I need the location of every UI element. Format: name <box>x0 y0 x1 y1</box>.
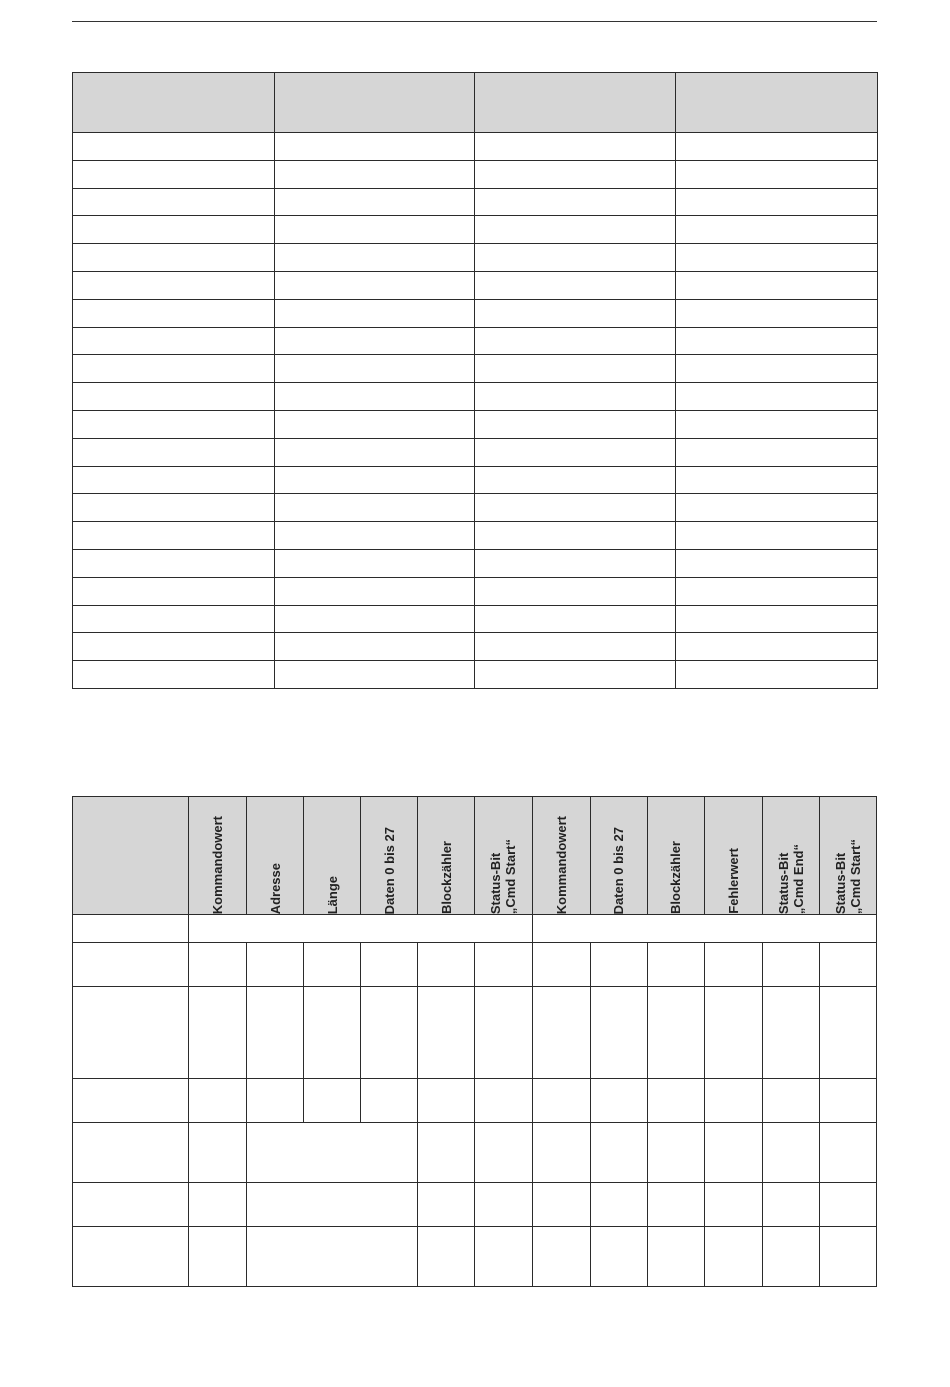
table-cell <box>532 943 590 987</box>
table-cell <box>704 987 762 1079</box>
table-cell <box>475 133 676 161</box>
table-row <box>73 466 878 494</box>
table-cell <box>532 915 876 943</box>
table-cell <box>475 271 676 299</box>
table-cell <box>819 987 876 1079</box>
table-cell <box>676 522 878 550</box>
table-cell <box>475 633 676 661</box>
table-row <box>73 577 878 605</box>
table-cell <box>676 494 878 522</box>
table-cell <box>762 987 819 1079</box>
column-header <box>189 797 247 915</box>
table-cell <box>275 216 475 244</box>
table-cell <box>475 160 676 188</box>
table-cell <box>304 987 361 1079</box>
table-cell <box>418 1227 475 1287</box>
table-cell <box>275 605 475 633</box>
table-cell <box>647 1183 704 1227</box>
table-cell <box>275 494 475 522</box>
table-cell <box>275 271 475 299</box>
column-header <box>361 797 418 915</box>
table-cell <box>704 1079 762 1123</box>
table-cell <box>73 494 275 522</box>
table-cell <box>676 438 878 466</box>
table-cell <box>475 1183 532 1227</box>
table-cell <box>762 1079 819 1123</box>
table-row <box>73 188 878 216</box>
column-header-label: Fehlerwert <box>725 848 741 914</box>
table-cell <box>73 1183 189 1227</box>
table-cell <box>475 522 676 550</box>
table-cell <box>73 355 275 383</box>
table-cell <box>73 943 189 987</box>
table-cell <box>676 216 878 244</box>
table-cell <box>819 943 876 987</box>
table-cell <box>73 633 275 661</box>
table-cell <box>475 661 676 689</box>
table-cell <box>676 633 878 661</box>
table-cell <box>189 1079 247 1123</box>
table-cell <box>475 943 532 987</box>
table-cell <box>676 661 878 689</box>
table-cell <box>676 133 878 161</box>
table-row <box>73 216 878 244</box>
table-cell <box>704 1227 762 1287</box>
column-header-label: Länge <box>324 875 340 914</box>
column-header <box>475 797 532 915</box>
column-header-label: Adresse <box>267 862 283 914</box>
table-cell <box>418 1183 475 1227</box>
table-row <box>73 661 878 689</box>
table-cell <box>247 1079 304 1123</box>
table-cell <box>73 438 275 466</box>
column-header <box>819 797 876 915</box>
table-1 <box>72 72 878 689</box>
table-cell <box>73 410 275 438</box>
table-cell <box>676 327 878 355</box>
table-cell <box>275 466 475 494</box>
table-cell <box>275 160 475 188</box>
table-cell <box>475 410 676 438</box>
table-1-header-cell <box>275 73 475 133</box>
table-2-header-cell <box>73 797 189 915</box>
table-cell <box>475 355 676 383</box>
table-cell <box>475 466 676 494</box>
table-cell <box>73 188 275 216</box>
table-cell <box>532 1183 590 1227</box>
column-header-label: Status-Bit „Cmd Start“ <box>488 838 519 914</box>
table-cell <box>762 1183 819 1227</box>
table-cell <box>275 661 475 689</box>
table-row <box>73 133 878 161</box>
table-row <box>73 633 878 661</box>
table-cell <box>275 633 475 661</box>
table-cell <box>275 522 475 550</box>
table-cell <box>475 549 676 577</box>
table-cell <box>304 943 361 987</box>
column-header-label: Status-Bit „Cmd End“ <box>775 843 806 914</box>
table-cell <box>247 1123 418 1183</box>
table-row <box>73 1227 877 1287</box>
table-row <box>73 160 878 188</box>
table-cell <box>819 1079 876 1123</box>
table-cell <box>647 1227 704 1287</box>
table-cell <box>647 1123 704 1183</box>
table-row <box>73 410 878 438</box>
table-cell <box>590 987 647 1079</box>
table-cell <box>676 355 878 383</box>
table-cell <box>762 943 819 987</box>
table-row <box>73 943 877 987</box>
table-cell <box>73 987 189 1079</box>
table-cell <box>361 987 418 1079</box>
table-cell <box>73 1227 189 1287</box>
table-cell <box>676 271 878 299</box>
table-2-header-row <box>73 797 877 915</box>
table-cell <box>704 1183 762 1227</box>
table-row <box>73 271 878 299</box>
table-cell <box>247 1183 418 1227</box>
table-cell <box>475 383 676 411</box>
table-cell <box>676 299 878 327</box>
table-cell <box>475 1227 532 1287</box>
table-cell <box>189 1123 247 1183</box>
table-cell <box>189 1183 247 1227</box>
table-cell <box>676 466 878 494</box>
table-cell <box>275 244 475 272</box>
table-cell <box>418 1123 475 1183</box>
table-cell <box>475 605 676 633</box>
table-cell <box>73 383 275 411</box>
column-header-label: Daten 0 bis 27 <box>611 826 627 914</box>
table-row <box>73 1183 877 1227</box>
table-cell <box>73 549 275 577</box>
table-cell <box>647 943 704 987</box>
table-cell <box>418 943 475 987</box>
table-cell <box>275 188 475 216</box>
table-row <box>73 383 878 411</box>
table-row <box>73 327 878 355</box>
table-cell <box>247 1227 418 1287</box>
table-cell <box>676 160 878 188</box>
table-cell <box>73 244 275 272</box>
table-cell <box>275 327 475 355</box>
column-header <box>532 797 590 915</box>
table-cell <box>247 943 304 987</box>
table-cell <box>647 1079 704 1123</box>
table-row <box>73 605 878 633</box>
table-cell <box>676 577 878 605</box>
table-cell <box>532 1079 590 1123</box>
table-cell <box>475 1123 532 1183</box>
table-cell <box>475 1079 532 1123</box>
table-cell <box>590 1227 647 1287</box>
column-header-label: Status-Bit „Cmd Start“ <box>832 838 863 914</box>
table-cell <box>361 943 418 987</box>
table-cell <box>590 1123 647 1183</box>
table-cell <box>73 577 275 605</box>
table-row <box>73 549 878 577</box>
table-cell <box>418 987 475 1079</box>
column-header-label: Kommandowert <box>553 815 569 914</box>
table-cell <box>275 438 475 466</box>
table-cell <box>676 605 878 633</box>
table-cell <box>275 299 475 327</box>
column-header <box>247 797 304 915</box>
table-cell <box>647 987 704 1079</box>
table-cell <box>73 271 275 299</box>
table-cell <box>762 1227 819 1287</box>
column-header <box>304 797 361 915</box>
page-header-rule <box>72 21 877 22</box>
table-cell <box>532 1123 590 1183</box>
table-cell <box>247 987 304 1079</box>
table-cell <box>304 1079 361 1123</box>
column-header-label: Kommandowert <box>210 815 226 914</box>
table-cell <box>73 661 275 689</box>
table-cell <box>73 466 275 494</box>
table-1-header-cell <box>676 73 878 133</box>
table-row <box>73 1079 877 1123</box>
table-cell <box>275 355 475 383</box>
table-1-header-row <box>73 73 878 133</box>
table-cell <box>475 216 676 244</box>
table-cell <box>475 327 676 355</box>
column-header <box>590 797 647 915</box>
column-header <box>762 797 819 915</box>
table-cell <box>73 327 275 355</box>
table-cell <box>819 1123 876 1183</box>
table-row <box>73 522 878 550</box>
table-cell <box>73 1079 189 1123</box>
table-row <box>73 438 878 466</box>
table-cell <box>475 577 676 605</box>
table-cell <box>73 915 189 943</box>
table-cell <box>819 1227 876 1287</box>
table-cell <box>532 987 590 1079</box>
table-cell <box>676 383 878 411</box>
table-cell <box>275 383 475 411</box>
table-cell <box>704 943 762 987</box>
table-1-header-cell <box>475 73 676 133</box>
table-cell <box>189 943 247 987</box>
table-row <box>73 987 877 1079</box>
table-row <box>73 244 878 272</box>
column-header-label: Blockzähler <box>668 841 684 914</box>
table-2 <box>72 796 877 1287</box>
table-cell <box>676 549 878 577</box>
column-header <box>647 797 704 915</box>
table-cell <box>73 216 275 244</box>
table-cell <box>819 1183 876 1227</box>
table-row <box>73 494 878 522</box>
table-cell <box>73 522 275 550</box>
column-header <box>418 797 475 915</box>
table-cell <box>590 1079 647 1123</box>
table-cell <box>590 1183 647 1227</box>
table-cell <box>361 1079 418 1123</box>
table-cell <box>475 244 676 272</box>
table-cell <box>275 410 475 438</box>
table-row <box>73 355 878 383</box>
table-cell <box>762 1123 819 1183</box>
table-cell <box>275 133 475 161</box>
column-header-label: Daten 0 bis 27 <box>381 826 397 914</box>
table-cell <box>189 915 532 943</box>
table-row <box>73 299 878 327</box>
table-cell <box>73 133 275 161</box>
table-cell <box>275 549 475 577</box>
table-cell <box>475 299 676 327</box>
table-row <box>73 1123 877 1183</box>
table-cell <box>676 244 878 272</box>
table-cell <box>532 1227 590 1287</box>
table-cell <box>676 188 878 216</box>
column-header <box>704 797 762 915</box>
table-cell <box>73 160 275 188</box>
table-cell <box>73 605 275 633</box>
table-cell <box>418 1079 475 1123</box>
table-cell <box>189 987 247 1079</box>
column-header-label: Blockzähler <box>438 841 454 914</box>
table-cell <box>475 987 532 1079</box>
table-cell <box>475 438 676 466</box>
table-cell <box>475 494 676 522</box>
table-cell <box>704 1123 762 1183</box>
table-1-header-cell <box>73 73 275 133</box>
table-cell <box>676 410 878 438</box>
table-cell <box>275 577 475 605</box>
table-cell <box>475 188 676 216</box>
table-cell <box>73 299 275 327</box>
table-cell <box>73 1123 189 1183</box>
table-row <box>73 915 877 943</box>
table-cell <box>590 943 647 987</box>
table-cell <box>189 1227 247 1287</box>
